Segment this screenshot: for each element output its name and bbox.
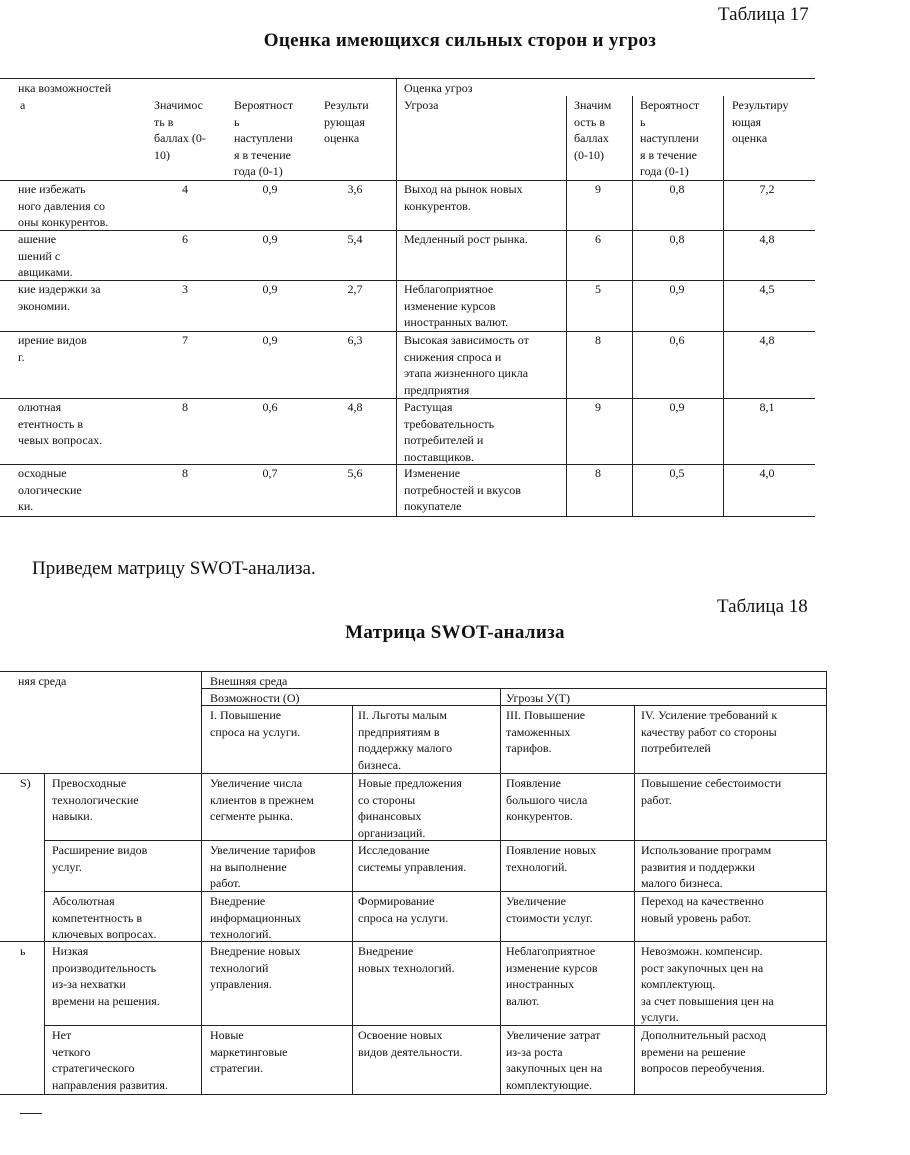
table-17-title: Оценка имеющихся сильных сторон и угроз	[263, 30, 657, 51]
matrix-cell: Неблагоприятное изменение курсов иностранных валют.	[506, 944, 598, 1008]
threats-header: Угрозы У(Т)	[506, 691, 570, 705]
rule	[201, 688, 826, 689]
probability-cell: 0,9	[262, 182, 278, 196]
matrix-cell: Повышение себестоимости работ.	[641, 776, 782, 807]
matrix-cell: Появление большого числа конкурентов.	[506, 776, 588, 823]
table-18-label: Таблица 18	[717, 596, 808, 617]
significance-2-cell: 9	[595, 400, 601, 414]
matrix-cell: Увеличение затрат из-за роста закупочных цен на комплектующие.	[506, 1028, 603, 1092]
col-header-3: III. Повышение таможенных тарифов.	[506, 708, 586, 755]
rule	[44, 773, 45, 1094]
footnote-rule	[20, 1113, 42, 1114]
result-2-cell: 4,0	[759, 466, 775, 480]
rule	[634, 705, 635, 1094]
matrix-cell: Внедрение информационных технологий.	[210, 894, 302, 941]
matrix-cell: Дополнительный расход времени на решение вопросов переобучения.	[641, 1028, 767, 1075]
matrix-cell: Невозможн. компенсир. рост закупочных цен на комплектующ. за счет повышения цен на услуги.	[641, 944, 774, 1024]
significance-cell: 8	[182, 400, 188, 414]
header-result-2: Результиру ющая оценка	[732, 98, 789, 145]
matrix-cell: Появление новых технологий.	[506, 843, 597, 874]
strengths-marker: S)	[20, 776, 31, 790]
col-header-4: IV. Усиление требований к качеству работ со стороны потребителей	[641, 708, 778, 755]
col-header-1: I. Повышение спроса на услуги.	[210, 708, 301, 739]
rule	[396, 78, 397, 516]
opportunity-cell: кие издержки за экономии.	[18, 282, 101, 313]
significance-cell: 7	[182, 333, 188, 347]
row-name: Нет четкого стратегического направления развития.	[52, 1028, 168, 1092]
matrix-cell: Внедрение новых технологий.	[358, 944, 455, 975]
rule	[0, 78, 815, 79]
result-2-cell: 7,2	[759, 182, 775, 196]
probability-2-cell: 0,8	[669, 182, 685, 196]
row-name: Расширение видов услуг.	[52, 843, 148, 874]
matrix-cell: Новые предложения со стороны финансовых организаций.	[358, 776, 462, 840]
matrix-cell: Использование программ развития и поддержки малого бизнеса.	[641, 843, 772, 890]
significance-cell: 8	[182, 466, 188, 480]
result-cell: 4,8	[347, 400, 363, 414]
matrix-cell: Увеличение стоимости услуг.	[506, 894, 593, 925]
header-significance: Значимос ть в баллах (0- 10)	[154, 98, 206, 162]
outer-env-header: Внешняя среда	[210, 674, 288, 688]
opportunity-cell: олютная етентность в чевых вопросах.	[18, 400, 103, 447]
opportunities-header: Возможности (О)	[210, 691, 300, 705]
result-cell: 5,4	[347, 232, 363, 246]
rule	[352, 705, 353, 1094]
matrix-cell: Освоение новых видов деятельности.	[358, 1028, 463, 1059]
matrix-cell: Увеличение числа клиентов в прежнем сегменте рынка.	[210, 776, 314, 823]
rule	[723, 96, 724, 516]
header-result: Результи рующая оценка	[324, 98, 369, 145]
row-name: Низкая производительность из-за нехватки времени на решения.	[52, 944, 160, 1008]
probability-cell: 0,9	[262, 282, 278, 296]
probability-2-cell: 0,9	[669, 282, 685, 296]
result-cell: 3,6	[347, 182, 363, 196]
result-2-cell: 4,5	[759, 282, 775, 296]
significance-cell: 6	[182, 232, 188, 246]
matrix-cell: Исследование системы управления.	[358, 843, 467, 874]
significance-2-cell: 8	[595, 466, 601, 480]
rule	[632, 96, 633, 516]
rule	[44, 891, 826, 892]
opportunity-cell: ние избежать ного давления со оны конкурентов.	[18, 182, 109, 229]
rule	[44, 840, 826, 841]
row-name: Абсолютная компетентность в ключевых вопросах.	[52, 894, 157, 941]
inner-env-header: няя среда	[18, 674, 67, 688]
probability-2-cell: 0,6	[669, 333, 685, 347]
opportunity-cell: ирение видов г.	[18, 333, 87, 364]
header-opportunity: а	[20, 98, 26, 112]
probability-2-cell: 0,5	[669, 466, 685, 480]
table-18-title: Матрица SWOT-анализа	[345, 622, 565, 643]
row-name: Превосходные технологические навыки.	[52, 776, 139, 823]
threat-cell: Растущая требовательность потребителей и поставщиков.	[404, 400, 495, 464]
significance-2-cell: 5	[595, 282, 601, 296]
probability-cell: 0,7	[262, 466, 278, 480]
matrix-cell: Новые маркетинговые стратегии.	[210, 1028, 288, 1075]
rule	[826, 671, 827, 1094]
col-header-2: II. Льготы малым предприятиям в поддержку малого бизнеса.	[358, 708, 453, 772]
header-threat: Угроза	[404, 98, 439, 112]
threat-cell: Неблагоприятное изменение курсов иностранных валют.	[404, 282, 509, 329]
result-cell: 6,3	[347, 333, 363, 347]
matrix-cell: Формирование спроса на услуги.	[358, 894, 449, 925]
opportunity-cell: ашение шений с авщиками.	[18, 232, 73, 279]
rule	[201, 671, 202, 1094]
significance-2-cell: 9	[595, 182, 601, 196]
result-2-cell: 4,8	[759, 232, 775, 246]
probability-2-cell: 0,9	[669, 400, 685, 414]
rule	[0, 516, 815, 517]
threat-cell: Выход на рынок новых конкурентов.	[404, 182, 523, 213]
weaknesses-marker: ь	[20, 944, 26, 958]
rule	[0, 941, 826, 942]
result-cell: 5,6	[347, 466, 363, 480]
probability-cell: 0,6	[262, 400, 278, 414]
right-group-header: Оценка угроз	[404, 81, 473, 95]
probability-cell: 0,9	[262, 333, 278, 347]
significance-cell: 3	[182, 282, 188, 296]
header-probability-2: Вероятност ь наступлени я в течение года (0-1)	[640, 98, 700, 178]
matrix-cell: Переход на качественно новый уровень работ.	[641, 894, 764, 925]
result-2-cell: 8,1	[759, 400, 775, 414]
probability-2-cell: 0,8	[669, 232, 685, 246]
significance-2-cell: 6	[595, 232, 601, 246]
table-17-label: Таблица 17	[718, 4, 809, 25]
result-cell: 2,7	[347, 282, 363, 296]
matrix-cell: Увеличение тарифов на выполнение работ.	[210, 843, 316, 890]
rule	[500, 688, 501, 1094]
intro-sentence: Приведем матрицу SWOT-анализа.	[32, 558, 316, 579]
rule	[566, 96, 567, 516]
header-probability: Вероятност ь наступлени я в течение года (0-1)	[234, 98, 294, 178]
rule	[44, 1025, 826, 1026]
result-2-cell: 4,8	[759, 333, 775, 347]
threat-cell: Высокая зависимость от снижения спроса и этапа жизненного цикла предприятия	[404, 333, 529, 397]
table-17	[0, 0, 910, 520]
threat-cell: Медленный рост рынка.	[404, 232, 528, 246]
left-group-header: нка возможностей	[18, 81, 112, 95]
matrix-cell: Внедрение новых технологий управления.	[210, 944, 301, 991]
rule	[201, 705, 826, 706]
significance-cell: 4	[182, 182, 188, 196]
rule	[0, 1094, 826, 1095]
significance-2-cell: 8	[595, 333, 601, 347]
threat-cell: Изменение потребностей и вкусов покупателе	[404, 466, 521, 513]
probability-cell: 0,9	[262, 232, 278, 246]
rule	[0, 671, 826, 672]
rule	[0, 773, 826, 774]
header-significance-2: Значим ость в баллах (0-10)	[574, 98, 612, 162]
opportunity-cell: осходные ологические ки.	[18, 466, 82, 513]
